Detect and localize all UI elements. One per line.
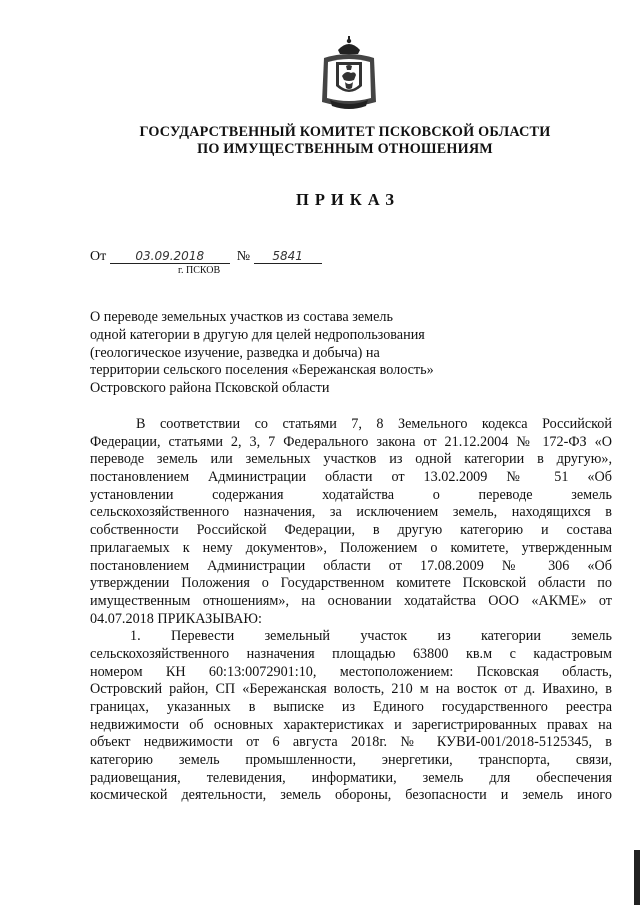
- city-label: г. ПСКОВ: [178, 265, 221, 276]
- number-label: №: [236, 249, 251, 264]
- from-label: От: [90, 249, 107, 264]
- body-line: прилагаемых к нему документов», Положением о комитете, утвержденным: [90, 539, 612, 556]
- order-dateline: [90, 249, 322, 265]
- body-line-item-1: 1. Перевести земельный участок из категории земель: [130, 628, 612, 645]
- subject-line: Островского района Псковской области: [90, 380, 330, 397]
- body-line: границах, указанных в выписке из Единого государственного реестра: [90, 699, 612, 715]
- subject-line: одной категории в другую для целей недропользования: [90, 326, 425, 343]
- body-line: Федерации, статьями 2, 3, 7 Федерального закона от 21.12.2004 № 172-ФЗ «О: [90, 433, 612, 450]
- body-line: номером КН 60:13:0072901:10, местоположением: Псковская область,: [90, 663, 612, 680]
- order-subject: [90, 309, 434, 398]
- body-line: постановлением Администрации области от 17.08.2009 № 306 «Об: [90, 557, 612, 574]
- order-date-handwritten: 03.09.2018: [110, 250, 230, 264]
- body-line: утверждении Положения о Государственном комитете Псковской области по: [90, 575, 612, 592]
- body-line: собственности Российской Федерации, в другую категорию и состава: [90, 522, 612, 539]
- agency-name-line1: ГОСУДАРСТВЕННЫЙ КОМИТЕТ ПСКОВСКОЙ ОБЛАСТИ: [139, 124, 551, 140]
- body-line: сельскохозяйственного назначения площадью 63800 кв.м с кадастровым: [90, 645, 612, 662]
- coat-of-arms-emblem-icon: [318, 36, 380, 112]
- body-line: недвижимости об основных характеристиках и зарегистрированных правах на: [90, 716, 612, 733]
- subject-line: (геологическое изучение, разведка и добыча) на: [90, 344, 380, 361]
- agency-name-line2: ПО ИМУЩЕСТВЕННЫМ ОТНОШЕНИЯМ: [197, 141, 493, 157]
- body-line: постановлением Администрации области от 13.02.2009 № 51 «Об: [90, 469, 612, 486]
- body-line: Островский район, СП «Бережанская волость, 210 м на восток от д. Ивахино, в: [90, 681, 612, 698]
- subject-line: территории сельского поселения «Бережанская волость»: [90, 362, 434, 379]
- order-number-handwritten: 5841: [254, 250, 322, 264]
- body-line: В соответствии со статьями 7, 8 Земельного кодекса Российской: [136, 416, 612, 432]
- body-line: категорию земель промышленности, энергетики, транспорта, связи,: [90, 752, 612, 769]
- body-line: радиовещания, телевидения, информатики, земель для обеспечения: [90, 769, 612, 786]
- body-line: объект недвижимости от 6 августа 2018г. № КУВИ-001/2018-5125345, в: [90, 734, 612, 751]
- body-line: переводе земель или земельных участков из одной категории в другую»,: [90, 451, 612, 468]
- scan-edge-mark: [634, 850, 640, 905]
- body-line: космической деятельности, земель обороны, безопасности и земель иного: [90, 787, 612, 804]
- subject-line: О переводе земельных участков из состава земель: [90, 309, 393, 325]
- order-body: [90, 416, 612, 805]
- body-line: 04.07.2018 ПРИКАЗЫВАЮ:: [90, 610, 262, 627]
- body-line: установлении содержания ходатайства о переводе земель: [90, 486, 612, 503]
- body-line: имущественным отношениям», на основании ходатайства ООО «АКМЕ» от: [90, 592, 612, 609]
- document-title: ПРИКАЗ: [296, 190, 400, 209]
- body-line: сельскохозяйственного назначения, за исключением земель, находящихся в: [90, 504, 612, 521]
